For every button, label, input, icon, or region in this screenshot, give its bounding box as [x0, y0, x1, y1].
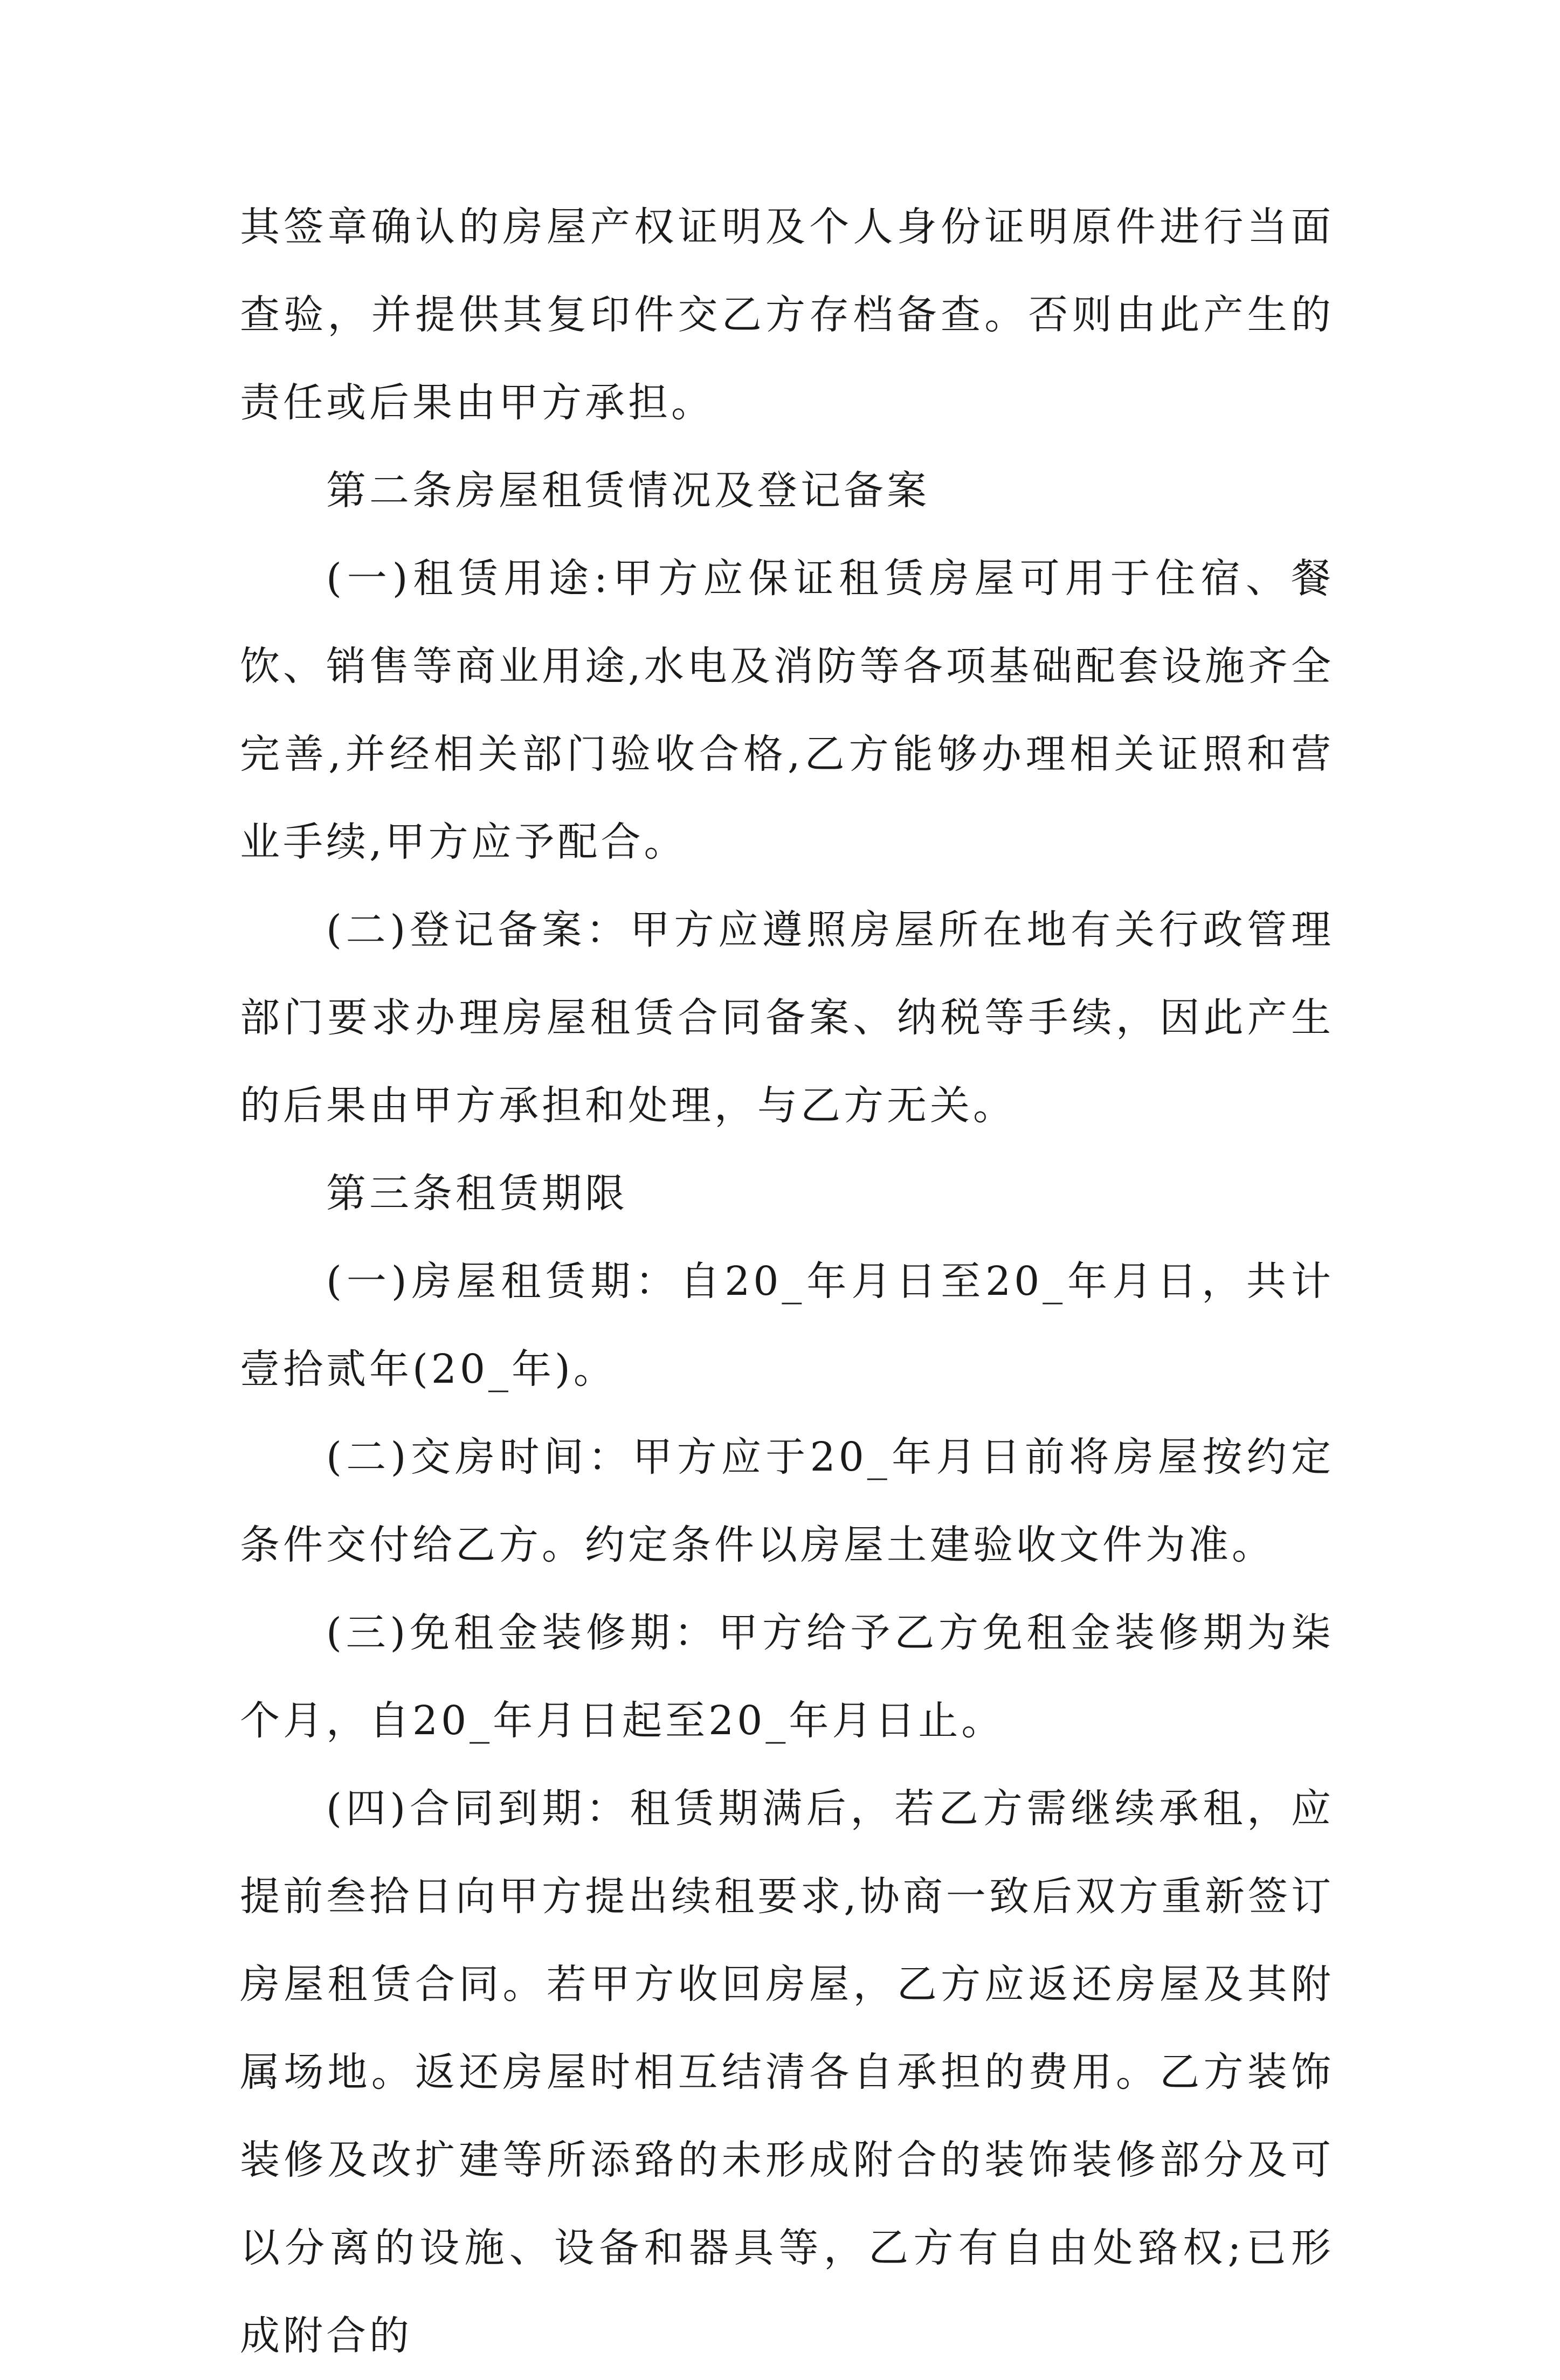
section-heading-3: 第三条租赁期限 — [326, 1170, 628, 1217]
paragraph-1: 其签章确认的房屋产权证明及个人身份证明原件进行当面查验，并提供其复印件交乙方存档备查。否则由此产生的责任或后果由甲方承担。 — [240, 204, 1334, 426]
paragraph-handover: (二)交房时间：甲方应于20_年月日前将房屋按约定条件交付给乙方。约定条件以房屋土建验收文件为准。 — [240, 1434, 1334, 1568]
section-heading-2: 第二条房屋租赁情况及登记备案 — [326, 467, 930, 514]
document-body — [240, 183, 1334, 2380]
paragraph-usage: (一)租赁用途:甲方应保证租赁房屋可用于住宿、餐饮、销售等商业用途,水电及消防等各项基础配套设施齐全完善,并经相关部门验收合格,乙方能够办理相关证照和营业手续,甲方应予配合。 — [240, 555, 1334, 865]
paragraph-rent-free: (三)免租金装修期：甲方给予乙方免租金装修期为柒个月，自20_年月日起至20_年月日止。 — [240, 1610, 1334, 1744]
paragraph-expiry: (四)合同到期：租赁期满后，若乙方需继续承租，应提前叁拾日向甲方提出续租要求,协商一致后双方重新签订房屋租赁合同。若甲方收回房屋，乙方应返还房屋及其附属场地。返还房屋时相互结清各自承担的费用。乙方装饰装修及改扩建等所添臵的未形成附合的装饰装修部分及可以分离的设施、设备和器具等，乙方有自由处臵权;已形成附合的 — [240, 1785, 1334, 2359]
paragraph-lease-term: (一)房屋租赁期：自20_年月日至20_年月日，共计壹拾贰年(20_年)。 — [240, 1258, 1334, 1392]
paragraph-registration: (二)登记备案：甲方应遵照房屋所在地有关行政管理部门要求办理房屋租赁合同备案、纳税等手续，因此产生的后果由甲方承担和处理，与乙方无关。 — [240, 907, 1334, 1129]
